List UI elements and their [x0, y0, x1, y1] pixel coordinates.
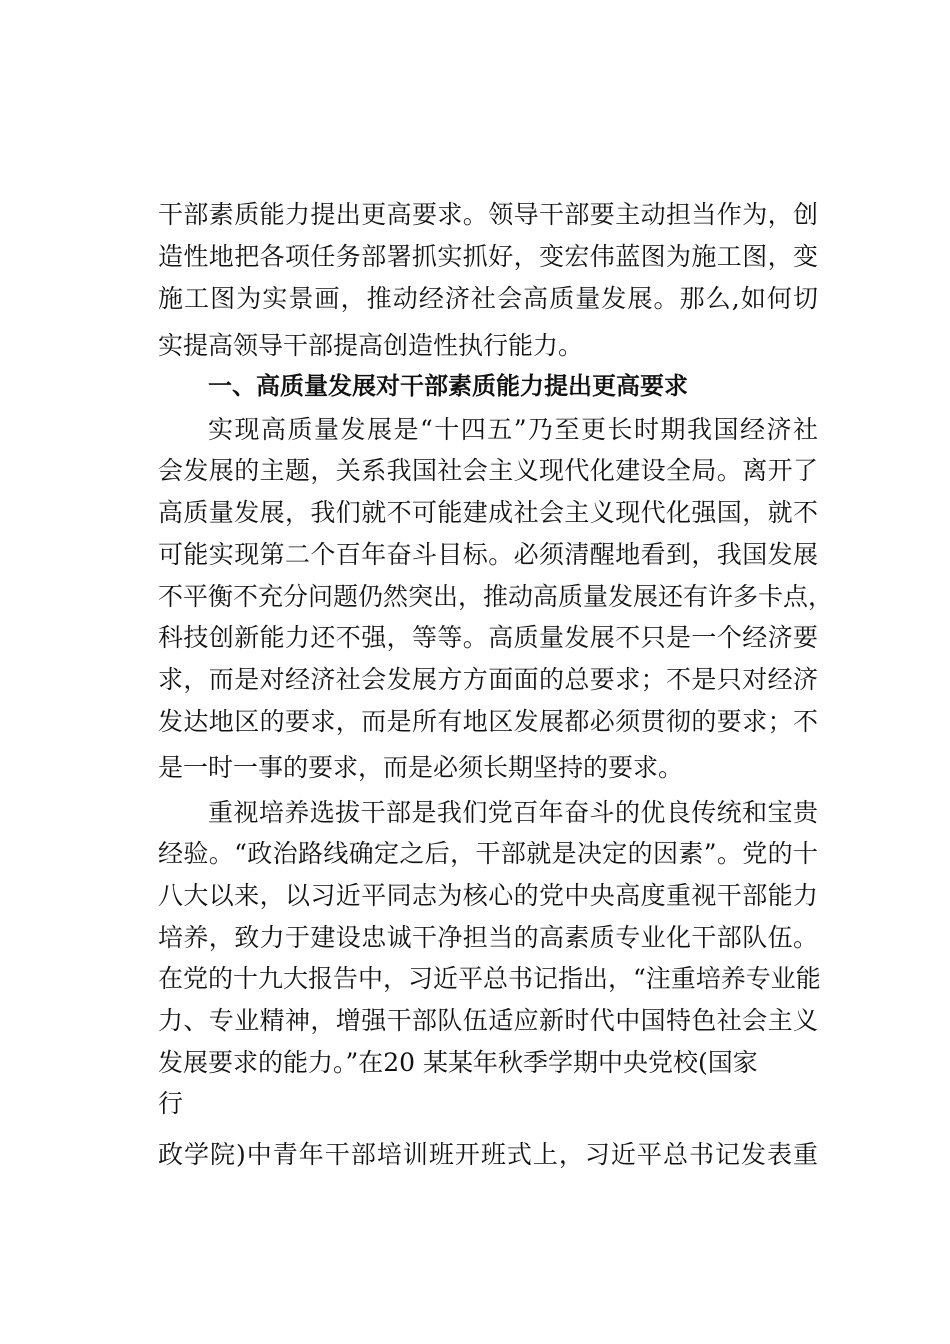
paragraph2-line-9: 政学院)中青年干部培训班开班式上，习近平总书记发表重 [158, 1140, 818, 1169]
paragraph1-line-4: 可能实现第二个百年奋斗目标。必须清醒地看到，我国发展 [158, 540, 818, 569]
paragraph2-line-1: 重视培养选拔干部是我们党百年奋斗的优良传统和宝贵 [208, 798, 818, 827]
paragraph2-line-7: 发展要求的能力。”在20 某某年秋季学期中央党校(国家 [158, 1048, 758, 1077]
paragraph2-line-8: 行 [158, 1089, 184, 1118]
paragraph2-line-2: 经验。“政治路线确定之后，干部就是决定的因素”。党的十 [158, 839, 818, 868]
paragraph1-line-5: 不平衡不充分问题仍然突出，推动高质量发展还有许多卡点， [158, 582, 834, 611]
paragraph1-line-9: 是一时一事的要求，而是必须长期坚持的要求。 [158, 753, 684, 782]
paragraph2-line-6: 力、专业精神，增强干部队伍适应新时代中国特色社会主义 [158, 1006, 818, 1035]
intro-line-1: 干部素质能力提出更高要求。领导干部要主动担当作为，创 [158, 200, 818, 229]
intro-line-3: 施工图为实景画，推动经济社会高质量发展。那么,如何切 [158, 284, 818, 313]
intro-line-2: 造性地把各项任务部署抓实抓好，变宏伟蓝图为施工图，变 [158, 242, 818, 271]
paragraph1-line-1: 实现高质量发展是“十四五”乃至更长时期我国经济社 [208, 415, 818, 444]
intro-line-4: 实提高领导干部提高创造性执行能力。 [158, 331, 584, 360]
paragraph1-line-3: 高质量发展，我们就不可能建成社会主义现代化强国，就不 [158, 498, 818, 527]
paragraph1-line-6: 科技创新能力还不强，等等。高质量发展不只是一个经济要 [158, 623, 818, 652]
paragraph2-line-4: 培养，致力于建设忠诚干净担当的高素质专业化干部队伍。 [158, 923, 818, 952]
paragraph1-line-2: 会发展的主题，关系我国社会主义现代化建设全局。离开了 [158, 456, 818, 485]
paragraph1-line-7: 求，而是对经济社会发展方方面面的总要求；不是只对经济 [158, 665, 818, 694]
paragraph2-line-3: 八大以来，以习近平同志为核心的党中央高度重视干部能力 [158, 881, 818, 910]
section-heading: 一、高质量发展对干部素质能力提出更高要求 [208, 372, 688, 400]
paragraph2-line-5: 在党的十九大报告中，习近平总书记指出，“注重培养专业能 [158, 964, 821, 993]
paragraph1-line-8: 发达地区的要求，而是所有地区发展都必须贯彻的要求；不 [158, 707, 818, 736]
